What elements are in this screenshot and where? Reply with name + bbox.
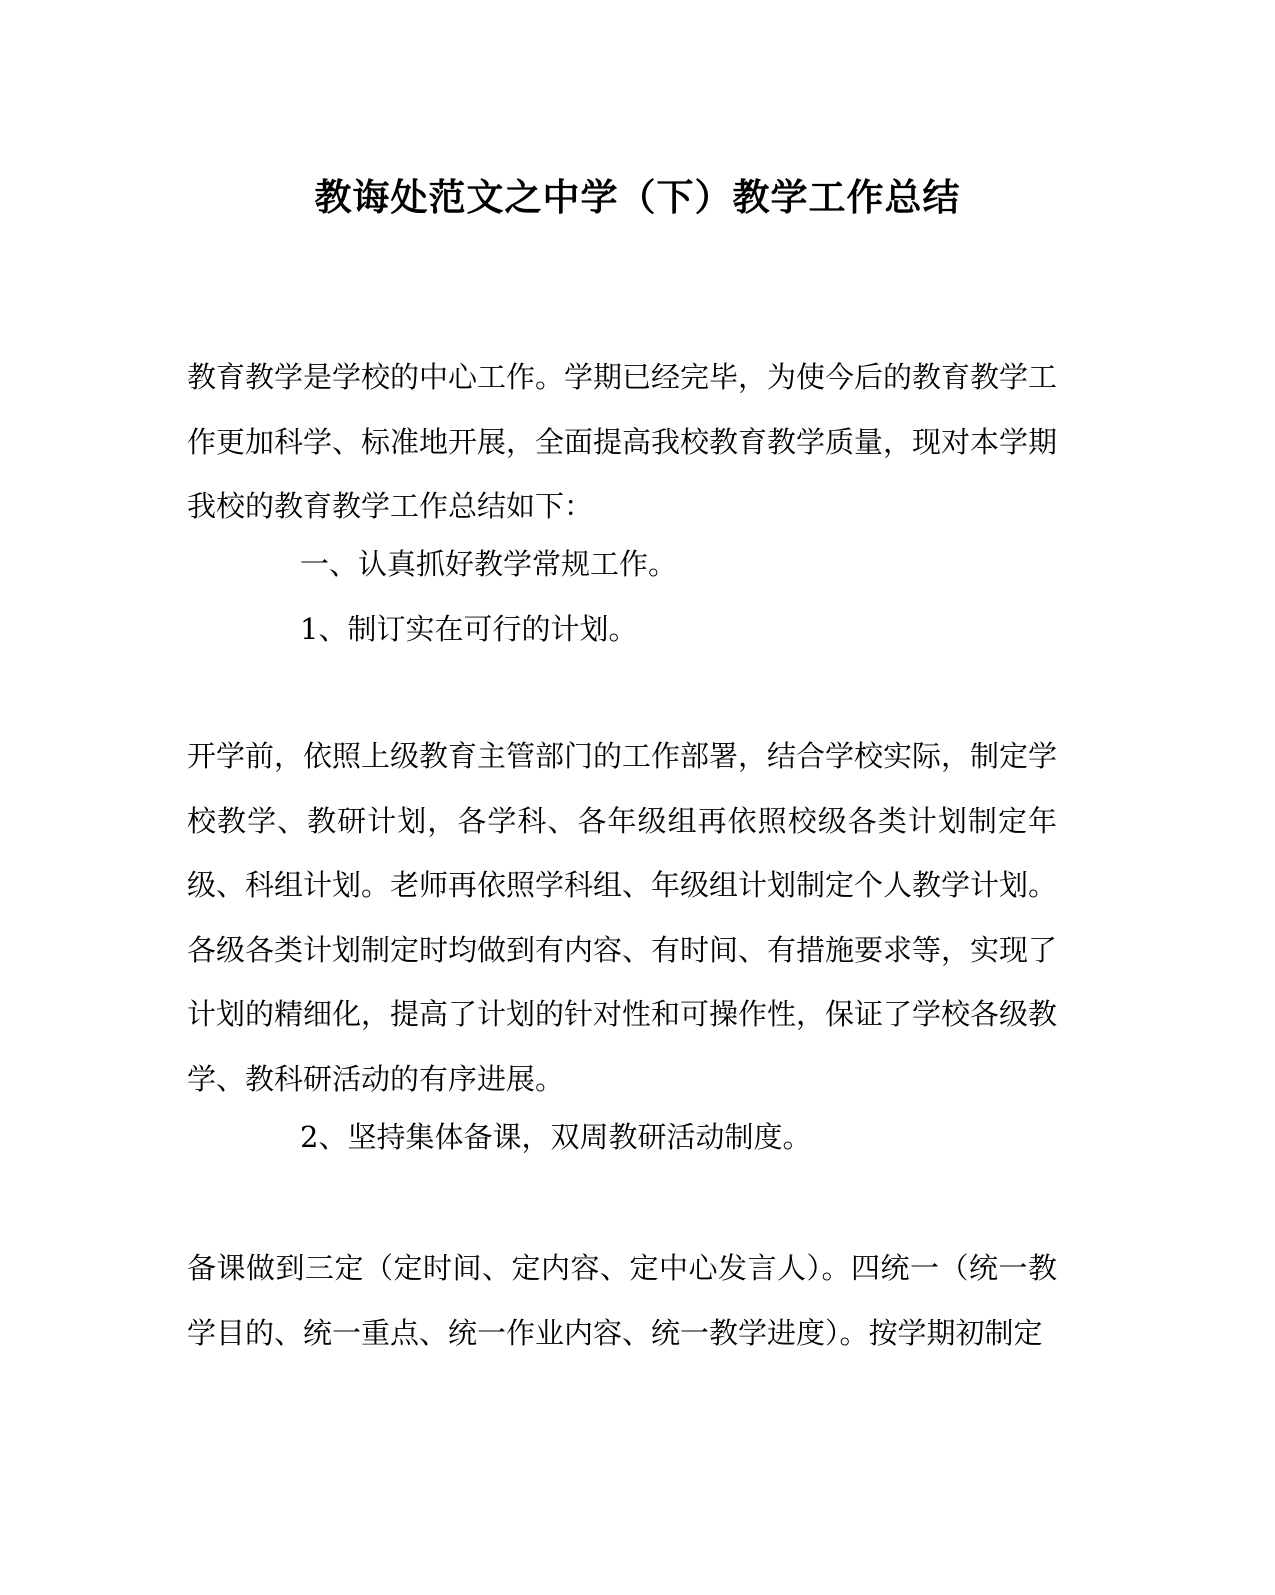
- lesson-prep-paragraph: 备课做到三定（定时间、定内容、定中心发言人）。四统一（统一教学目的、统一重点、统一作业内容、统一教学进度）。按学期初制定: [187, 1251, 1057, 1350]
- section-heading-1: 一、认真抓好教学常规工作。: [300, 547, 678, 581]
- planning-paragraph: 开学前，依照上级教育主管部门的工作部署，结合学校实际，制定学校教学、教研计划，各学科、各年级组再依照校级各类计划制定年级、科组计划。老师再依照学科组、年级组计划制定个人教学计划。各级各类计划制定时均做到有内容、有时间、有措施要求等，实现了计划的精细化，提高了计划的针对性和可操作性，保证了学校各级教学、教科研活动的有序进展。: [187, 739, 1058, 1096]
- subsection-heading-1: 1、制订实在可行的计划。: [300, 612, 638, 646]
- intro-paragraph: 教育教学是学校的中心工作。学期已经完毕，为使今后的教育教学工作更加科学、标准地开展，全面提高我校教育教学质量，现对本学期我校的教育教学工作总结如下：: [187, 360, 1058, 523]
- subsection-heading-2: 2、坚持集体备课，双周教研活动制度。: [300, 1120, 812, 1154]
- document-title: 教诲处范文之中学（下）教学工作总结: [314, 175, 961, 219]
